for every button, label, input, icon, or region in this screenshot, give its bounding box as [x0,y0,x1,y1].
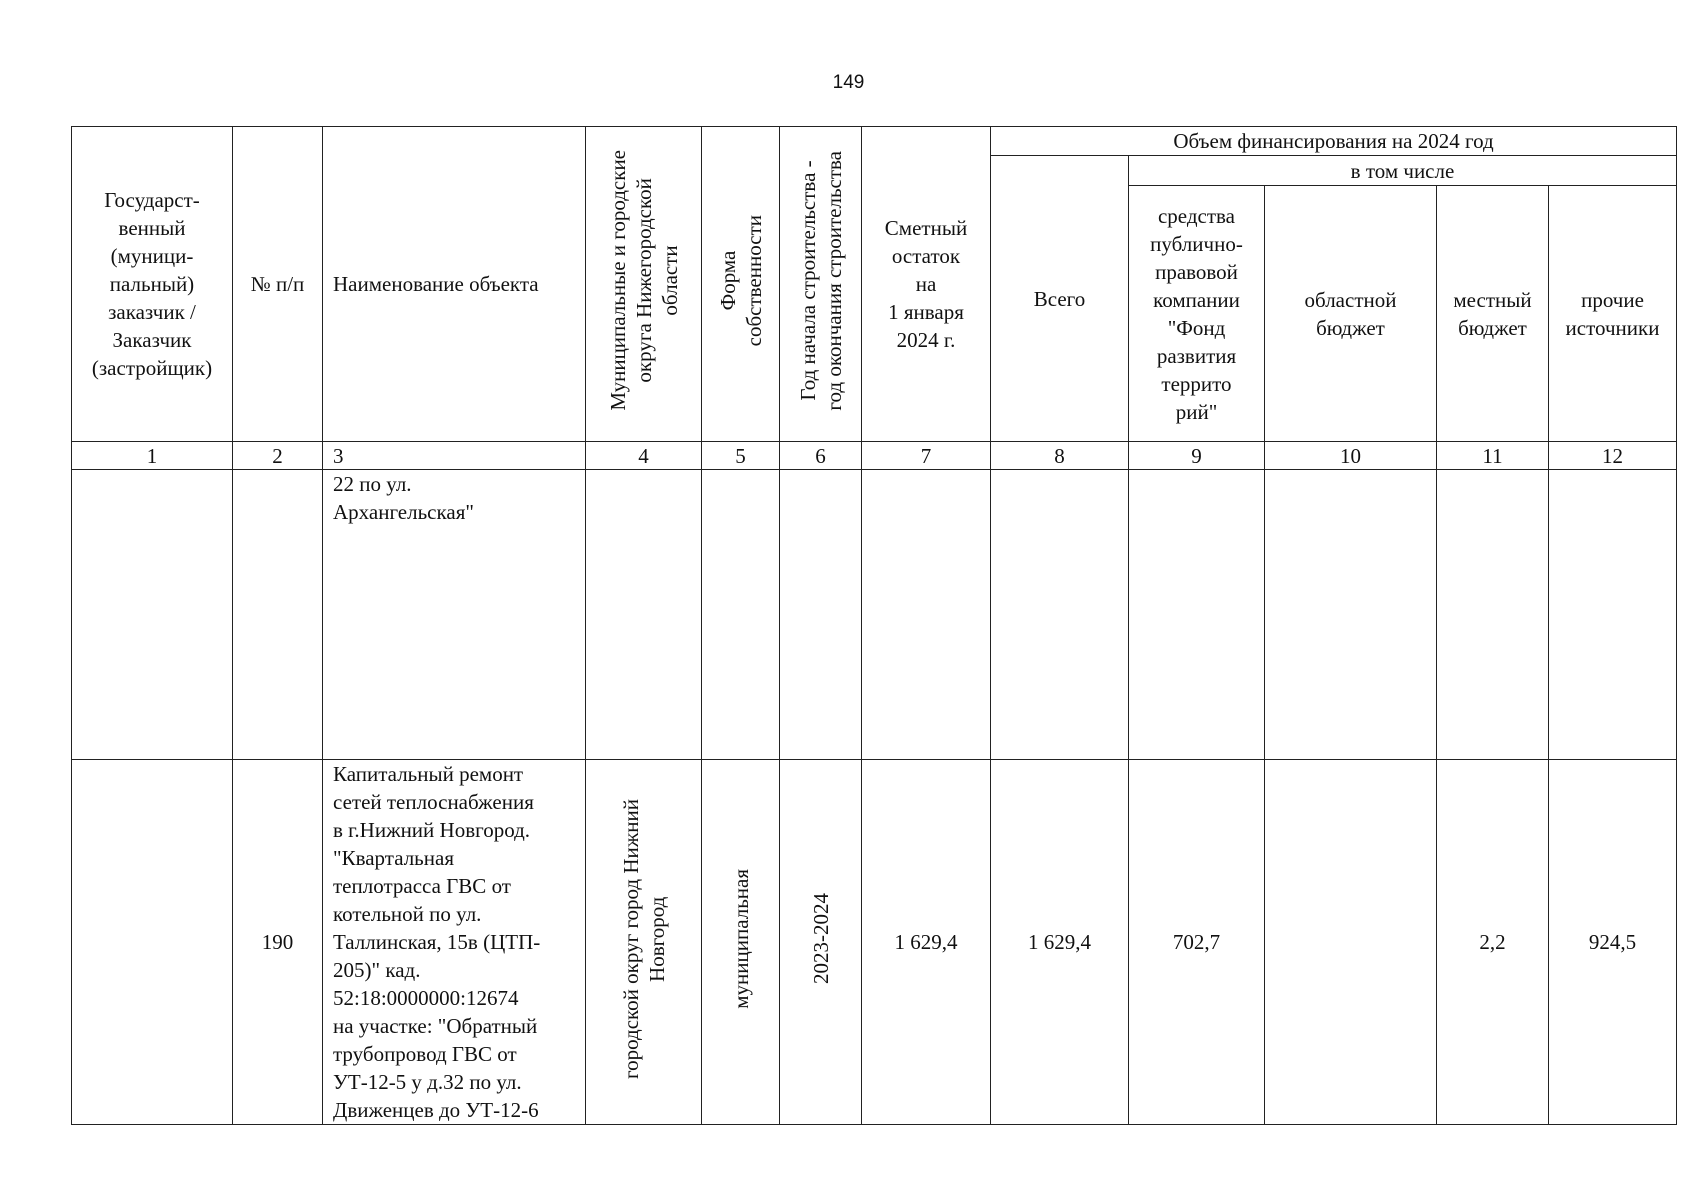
column-number: 4 [586,442,702,470]
column-number: 7 [862,442,991,470]
table-row [72,470,1677,760]
financing-table [71,126,1677,1125]
cell-customer [72,470,233,760]
column-number: 5 [702,442,780,470]
column-number: 3 [323,442,586,470]
header-other-sources: прочие источники [1549,186,1677,442]
cell-ownership: муниципальная [702,760,780,1125]
page-number: 149 [832,72,865,93]
column-number: 9 [1129,442,1265,470]
header-regional-budget: областной бюджет [1265,186,1437,442]
header-total: Всего [991,156,1129,442]
cell-customer [72,760,233,1125]
column-number: 1 [72,442,233,470]
cell-other [1549,470,1677,760]
table-row [72,760,1677,1125]
cell-district: городской округ город Нижний Новгород [586,760,702,1125]
header-row-1 [72,127,1677,156]
cell-remaining: 1 629,4 [862,760,991,1125]
cell-years [780,470,862,760]
cell-object-name: Капитальный ремонт сетей теплоснабжения в г.Нижний Новгород. "Квартальная теплотрасса ГВС от котельной по ул. Таллинская, 15в (ЦТП- 205)" кад. 52:18:0000000:12674 на участке: "Обратный трубопровод ГВС от УТ-12-5 у д.32 по ул. Движенцев до УТ-12-6 [323,760,586,1125]
header-years: Год начала строительства - год окончания строительства [780,127,862,442]
header-local-budget: местный бюджет [1437,186,1549,442]
cell-object-name: 22 по ул. Архангельская" [323,470,586,760]
header-object-name: Наименование объекта [323,127,586,442]
cell-number [233,470,323,760]
cell-fund: 702,7 [1129,760,1265,1125]
cell-total: 1 629,4 [991,760,1129,1125]
cell-regional [1265,470,1437,760]
header-number: № п/п [233,127,323,442]
header-customer: Государст- венный (муници- пальный) заказчик / Заказчик (застройщик) [72,127,233,442]
cell-district [586,470,702,760]
header-remaining: Сметный остаток на 1 января 2024 г. [862,127,991,442]
header-district: Муниципальные и городские округа Нижегородской области [586,127,702,442]
header-including: в том числе [1129,156,1677,186]
column-number: 12 [1549,442,1677,470]
header-financing: Объем финансирования на 2024 год [991,127,1677,156]
column-number: 6 [780,442,862,470]
column-number: 10 [1265,442,1437,470]
cell-ownership [702,470,780,760]
cell-fund [1129,470,1265,760]
column-number: 11 [1437,442,1549,470]
cell-number: 190 [233,760,323,1125]
header-fund: средства публично- правовой компании "Фонд развития террито рий" [1129,186,1265,442]
cell-local: 2,2 [1437,760,1549,1125]
column-numbers-row [72,442,1677,470]
header-ownership: Форма собственности [702,127,780,442]
cell-other: 924,5 [1549,760,1677,1125]
cell-remaining [862,470,991,760]
column-number: 2 [233,442,323,470]
cell-regional [1265,760,1437,1125]
cell-local [1437,470,1549,760]
cell-years: 2023-2024 [780,760,862,1125]
column-number: 8 [991,442,1129,470]
cell-total [991,470,1129,760]
